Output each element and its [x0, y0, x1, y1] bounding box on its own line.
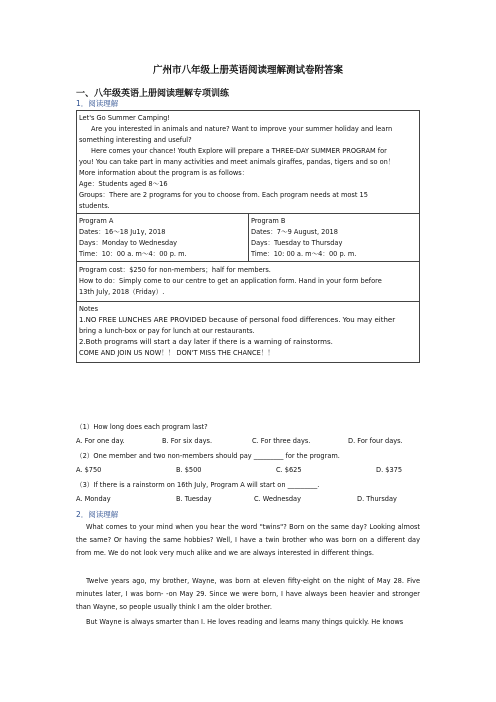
ad-age: Age：Students aged 8～16: [79, 180, 168, 188]
notes-section: [77, 301, 419, 362]
ad-intro: [77, 111, 419, 213]
option-c[interactable]: C. For three days.: [252, 437, 311, 445]
ad-line: students.: [79, 202, 110, 210]
program-a-name: Program A: [79, 217, 114, 225]
option-b[interactable]: B. Tuesday: [176, 495, 212, 503]
ad-groups: Groups：There are 2 programs for you to choose from. Each program needs at most 15: [79, 191, 368, 199]
note-1: 1.NO FREE LUNCHES ARE PROVIDED because of personal food differences. You may either: [79, 316, 396, 324]
program-a-days: Days：Monday to Wednesday: [79, 239, 178, 247]
notes-callout: COME AND JOIN US NOW！！ DON'T MISS THE CHANCE！！: [79, 349, 274, 357]
ad-headline: Let's Go Summer Camping!: [79, 114, 170, 122]
option-a[interactable]: A. $750: [76, 466, 102, 474]
ad-line: something interesting and useful?: [79, 136, 192, 144]
program-b-time: Time：10: 00 a. m～4：00 p. m.: [251, 250, 357, 258]
note-1-cont: bring a lunch-box or pay for lunch at our restaurants.: [79, 327, 255, 335]
option-b[interactable]: B. $500: [176, 466, 202, 474]
document-title: 广州市八年级上册英语阅读理解测试卷附答案: [152, 65, 343, 76]
program-b-days: Days：Tuesday to Thursday: [251, 239, 343, 247]
notes-heading: Notes: [79, 305, 99, 313]
option-d[interactable]: D. Thursday: [357, 495, 397, 503]
ad-line: you! You can take part in many activities and meet animals giraffes, pandas, tigers and so on！: [79, 158, 395, 166]
question-options: [76, 465, 420, 475]
program-table: [77, 213, 419, 261]
question-2-label: 2．阅读理解: [76, 510, 119, 519]
program-b-name: Program B: [251, 217, 286, 225]
passage-paragraph: Twelve years ago, my brother, Wayne, was born at eleven fifty-eight on the night of May 28. Five minutes later, I was born- -on May 29. Since we were born, I have always been heavier and stronger than Wayne, so people usually think I am the older brother.: [76, 577, 420, 611]
question-1-label: 1．阅读理解: [76, 99, 119, 108]
option-a[interactable]: A. Monday: [76, 495, 111, 503]
option-c[interactable]: C. Wednesday: [254, 495, 301, 503]
option-b[interactable]: B. For six days.: [162, 437, 213, 445]
question-stem: （1）How long does each program last?: [76, 423, 208, 431]
how-to-apply: How to do：Simply come to our centre to get an application form. Hand in your form before: [79, 277, 382, 285]
program-cost: Program cost：$250 for non-members；half for members.: [79, 266, 271, 274]
ad-line: More information about the program is as follows：: [79, 169, 249, 177]
option-c[interactable]: C. $625: [276, 466, 302, 474]
cost-section: [77, 261, 419, 301]
option-a[interactable]: A. For one day.: [76, 437, 125, 445]
note-2: 2.Both programs will start a day later if there is a warning of rainstorms.: [79, 338, 333, 346]
option-d[interactable]: D. $375: [376, 466, 403, 474]
question-stem: （3）If there is a rainstorm on 16th July, Program A will start on _________.: [76, 481, 320, 489]
ad-line: Are you interested in animals and nature? Want to improve your summer holiday and learn: [91, 125, 393, 133]
passage-paragraph: But Wayne is always smarter than I. He loves reading and learns many things quickly. He knows: [86, 618, 404, 626]
program-b-dates: Dates：7～9 August, 2018: [251, 228, 338, 236]
section-heading: 一、八年级英语上册阅读理解专项训练: [76, 89, 230, 99]
program-b: [248, 214, 419, 261]
question-options: [76, 494, 420, 504]
ad-line: Here comes your chance! Youth Explore will prepare a THREE-DAY SUMMER PROGRAM for: [91, 147, 387, 155]
question-stem: （2）One member and two non-members should pay _________ for the program.: [76, 452, 340, 460]
option-d[interactable]: D. For four days.: [348, 437, 403, 445]
apply-deadline: 13th July, 2018（Friday）.: [79, 288, 165, 296]
program-a-dates: Dates：16～18 Ju1y, 2018: [79, 228, 166, 236]
program-a: [77, 214, 248, 261]
passage-paragraph: What comes to your mind when you hear the word "twins"? Born on the same day? Looking almost the same? Or having the same hobbies? Well, I have a twin brother who was born on a different day from me. We do not look very much alike and we are always interested in different things.: [76, 523, 420, 557]
question-options: [76, 436, 420, 446]
camp-ad-box: [76, 110, 420, 363]
program-a-time: Time：10：00 a. m～4：00 p. m.: [79, 250, 187, 258]
